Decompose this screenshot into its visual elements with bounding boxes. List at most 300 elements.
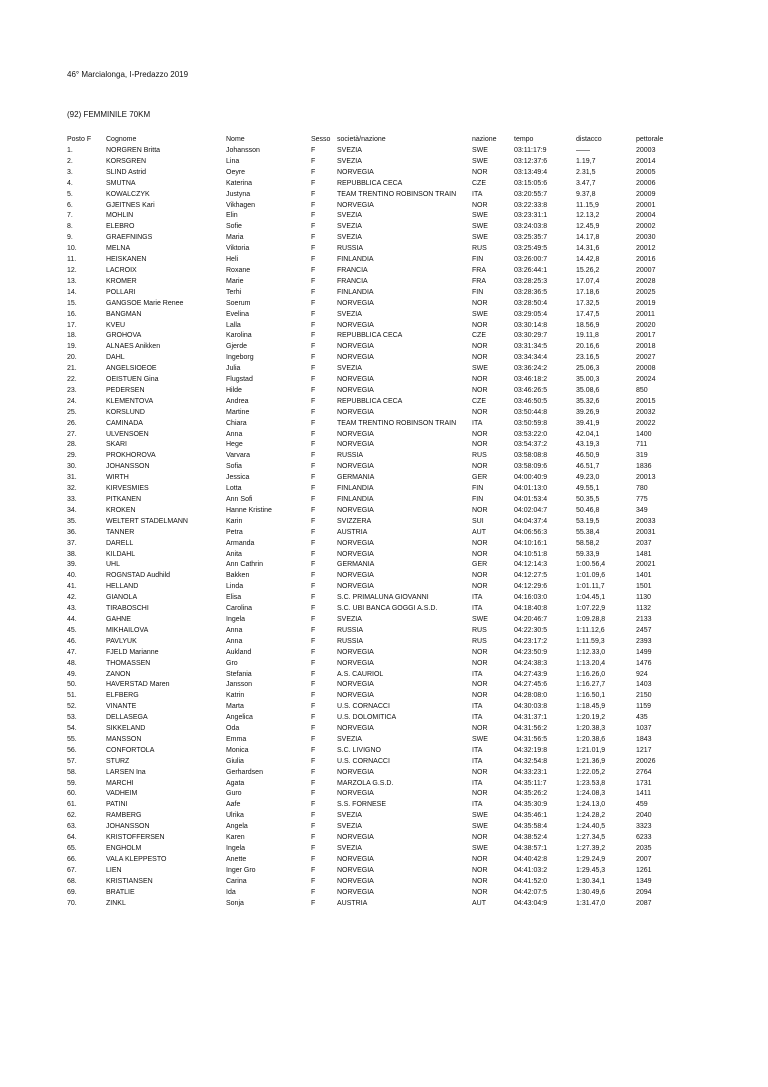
- surname-cell: KORSGREN: [106, 157, 147, 165]
- sex-cell: F: [311, 714, 316, 722]
- sex-cell: F: [311, 266, 316, 274]
- time-cell: 04:30:03:8: [514, 703, 548, 711]
- sex-cell: F: [311, 866, 316, 874]
- nation-cell: FIN: [472, 496, 484, 503]
- bib-cell: 20005: [636, 168, 656, 176]
- table-row: [67, 877, 717, 888]
- nation-cell: ITA: [472, 714, 483, 722]
- gap-cell: 46.51,7: [576, 463, 600, 471]
- position-cell: 51.: [67, 692, 77, 700]
- bib-cell: 1499: [636, 648, 652, 656]
- name-cell: Armanda: [226, 539, 255, 547]
- position-cell: 55.: [67, 735, 77, 743]
- sex-cell: F: [311, 615, 316, 623]
- gap-cell: 49.55,1: [576, 485, 600, 493]
- table-row: [67, 659, 717, 670]
- bib-cell: 20033: [636, 517, 656, 525]
- sex-cell: F: [311, 659, 316, 667]
- surname-cell: CAMINADA: [106, 419, 143, 427]
- time-cell: 04:10:51:8: [514, 550, 548, 558]
- surname-cell: GROHOVA: [106, 332, 142, 340]
- sex-cell: F: [311, 572, 316, 580]
- name-cell: Maria: [226, 234, 244, 242]
- name-cell: Gro: [226, 659, 238, 667]
- bib-cell: 435: [636, 714, 648, 722]
- gap-cell: 1:11.12,6: [576, 626, 605, 634]
- name-cell: Gjerde: [226, 343, 248, 351]
- table-row: [67, 833, 717, 844]
- sex-cell: F: [311, 419, 316, 427]
- bib-cell: 780: [636, 485, 648, 493]
- gap-cell: ——: [576, 147, 590, 154]
- name-cell: Elisa: [226, 594, 242, 602]
- table-row: [67, 593, 717, 604]
- bib-cell: 2150: [636, 692, 652, 700]
- surname-cell: ROGNSTAD Audhild: [106, 572, 171, 580]
- time-cell: 04:12:29:6: [514, 583, 548, 591]
- sex-cell: F: [311, 234, 316, 242]
- club-cell: NORVEGIA: [337, 834, 374, 842]
- sex-cell: F: [311, 256, 316, 264]
- position-cell: 19.: [67, 343, 77, 351]
- gap-cell: 43.19,3: [576, 441, 600, 449]
- nation-cell: ITA: [472, 419, 483, 427]
- time-cell: 04:27:43:9: [514, 670, 548, 678]
- gap-cell: 17.18,6: [576, 288, 600, 296]
- nation-cell: NOR: [472, 354, 488, 362]
- table-row: [67, 735, 717, 746]
- name-cell: Ann Sofi: [226, 496, 253, 503]
- name-cell: Anna: [226, 637, 243, 645]
- nation-cell: RUS: [472, 452, 487, 460]
- nation-cell: NOR: [472, 877, 488, 885]
- table-row: [67, 233, 717, 244]
- club-cell: S.C. LIVIGNO: [337, 746, 381, 754]
- table-row: [67, 397, 717, 408]
- table-row: [67, 855, 717, 866]
- gap-cell: 1:30.34,1: [576, 877, 606, 885]
- time-cell: 03:58:08:8: [514, 452, 548, 460]
- nation-cell: ITA: [472, 703, 483, 711]
- nation-cell: NOR: [472, 539, 488, 547]
- time-cell: 04:35:58:4: [514, 823, 548, 831]
- surname-cell: GANGSOE Marie Renee: [106, 299, 184, 307]
- gap-cell: 39.26,9: [576, 408, 600, 416]
- table-row: [67, 299, 717, 310]
- sex-cell: F: [311, 190, 316, 198]
- time-cell: 04:41:03:2: [514, 866, 548, 874]
- surname-cell: CONFORTOLA: [106, 746, 155, 754]
- nation-cell: NOR: [472, 583, 488, 591]
- surname-cell: LIEN: [106, 866, 122, 874]
- table-row: [67, 310, 717, 321]
- bib-cell: 20003: [636, 147, 656, 154]
- nation-cell: FRA: [472, 266, 486, 274]
- position-cell: 25.: [67, 408, 77, 416]
- nation-cell: CZE: [472, 179, 486, 187]
- position-cell: 48.: [67, 659, 77, 667]
- name-cell: Ingela: [226, 615, 246, 623]
- name-cell: Sofie: [226, 223, 242, 231]
- name-cell: Karen: [226, 834, 245, 842]
- table-row: [67, 811, 717, 822]
- club-cell: NORVEGIA: [337, 888, 374, 896]
- time-cell: 04:06:56:3: [514, 528, 548, 536]
- position-cell: 27.: [67, 430, 77, 438]
- club-cell: RUSSIA: [337, 626, 364, 634]
- gap-cell: 1:00.56,4: [576, 561, 606, 569]
- club-cell: SVEZIA: [337, 735, 362, 743]
- table-row: [67, 146, 717, 157]
- gap-cell: 1:22.05,2: [576, 768, 606, 776]
- sex-cell: F: [311, 877, 316, 885]
- surname-cell: ENGHOLM: [106, 845, 142, 852]
- name-cell: Julia: [226, 365, 241, 373]
- bib-cell: 1481: [636, 550, 652, 558]
- club-cell: SVIZZERA: [337, 517, 372, 525]
- name-cell: Flugstad: [226, 376, 253, 384]
- name-cell: Guro: [226, 790, 242, 798]
- column-header-position: Posto F: [67, 136, 92, 143]
- position-cell: 31.: [67, 474, 77, 482]
- sex-cell: F: [311, 463, 316, 471]
- category-title: (92) FEMMINILE 70KM: [67, 110, 151, 119]
- position-cell: 56.: [67, 746, 77, 754]
- club-cell: TEAM TRENTINO ROBINSON TRAIN: [337, 419, 457, 427]
- nation-cell: SWE: [472, 615, 488, 623]
- surname-cell: KOWALCZYK: [106, 190, 150, 198]
- sex-cell: F: [311, 583, 316, 591]
- name-cell: Petra: [226, 528, 243, 536]
- nation-cell: ITA: [472, 594, 483, 602]
- surname-cell: VADHEIM: [106, 790, 138, 798]
- sex-cell: F: [311, 310, 316, 318]
- surname-cell: SKARI: [106, 441, 128, 449]
- bib-cell: 1843: [636, 735, 652, 743]
- name-cell: Ida: [226, 888, 236, 896]
- sex-cell: F: [311, 179, 316, 187]
- position-cell: 23.: [67, 386, 77, 394]
- gap-cell: 23.16,5: [576, 354, 600, 362]
- name-cell: Sonja: [226, 899, 244, 907]
- gap-cell: 18.56,9: [576, 321, 600, 329]
- position-cell: 15.: [67, 299, 77, 307]
- gap-cell: 3.47,7: [576, 179, 596, 187]
- nation-cell: NOR: [472, 681, 488, 689]
- table-row: [67, 615, 717, 626]
- time-cell: 03:54:37:2: [514, 441, 548, 449]
- table-row: [67, 419, 717, 430]
- position-cell: 12.: [67, 266, 77, 274]
- bib-cell: 20011: [636, 310, 655, 318]
- column-header-club: società/nazione: [337, 136, 386, 143]
- sex-cell: F: [311, 321, 316, 329]
- gap-cell: 1:01.09,6: [576, 572, 606, 580]
- name-cell: Gerhardsen: [226, 768, 263, 776]
- position-cell: 28.: [67, 441, 77, 449]
- bib-cell: 1159: [636, 703, 652, 711]
- bib-cell: 1261: [636, 866, 652, 874]
- time-cell: 04:33:23:1: [514, 768, 548, 776]
- name-cell: Jessica: [226, 474, 250, 482]
- club-cell: FINLANDIA: [337, 256, 374, 264]
- nation-cell: NOR: [472, 201, 488, 209]
- bib-cell: 20018: [636, 343, 656, 351]
- club-cell: NORVEGIA: [337, 343, 374, 351]
- table-row: [67, 190, 717, 201]
- gap-cell: 1:31.47,0: [576, 899, 606, 907]
- sex-cell: F: [311, 845, 316, 852]
- position-cell: 20.: [67, 354, 77, 362]
- club-cell: NORVEGIA: [337, 430, 374, 438]
- surname-cell: MOHLIN: [106, 212, 134, 220]
- document-title: 46° Marcialonga, I-Predazzo 2019: [67, 70, 189, 79]
- position-cell: 39.: [67, 561, 77, 569]
- bib-cell: 20004: [636, 212, 656, 220]
- nation-cell: SWE: [472, 234, 488, 242]
- position-cell: 9.: [67, 234, 73, 242]
- nation-cell: NOR: [472, 550, 488, 558]
- surname-cell: KILDAHL: [106, 550, 136, 558]
- name-cell: Aafe: [226, 801, 241, 809]
- name-cell: Angelica: [226, 714, 253, 722]
- position-cell: 45.: [67, 626, 77, 634]
- name-cell: Anita: [226, 550, 242, 558]
- name-cell: Giulia: [226, 757, 244, 765]
- club-cell: NORVEGIA: [337, 648, 374, 656]
- sex-cell: F: [311, 648, 316, 656]
- surname-cell: JOHANSSON: [106, 823, 150, 831]
- surname-cell: STURZ: [106, 757, 130, 765]
- table-row: [67, 484, 717, 495]
- name-cell: Andrea: [226, 397, 249, 405]
- sex-cell: F: [311, 288, 316, 296]
- name-cell: Linda: [226, 583, 244, 591]
- nation-cell: ITA: [472, 779, 483, 787]
- position-cell: 29.: [67, 452, 77, 460]
- surname-cell: MELNA: [106, 245, 131, 253]
- sex-cell: F: [311, 899, 316, 907]
- time-cell: 04:35:46:1: [514, 812, 548, 820]
- sex-cell: F: [311, 376, 316, 384]
- name-cell: Hege: [226, 441, 243, 449]
- club-cell: NORVEGIA: [337, 572, 374, 580]
- club-cell: A.S. CAURIOL: [337, 670, 384, 678]
- position-cell: 50.: [67, 681, 77, 689]
- surname-cell: POLLARI: [106, 288, 136, 296]
- nation-cell: SWE: [472, 823, 488, 831]
- gap-cell: 1:21.36,9: [576, 757, 606, 765]
- name-cell: Inger Gro: [226, 866, 256, 874]
- table-row: [67, 844, 717, 855]
- club-cell: SVEZIA: [337, 147, 362, 154]
- surname-cell: NORGREN Britta: [106, 147, 161, 154]
- table-row: [67, 691, 717, 702]
- surname-cell: HAVERSTAD Maren: [106, 681, 170, 689]
- bib-cell: 20027: [636, 354, 656, 362]
- gap-cell: 14.31,6: [576, 245, 600, 253]
- table-row: [67, 495, 717, 506]
- table-row: [67, 321, 717, 332]
- surname-cell: SLIND Astrid: [106, 168, 147, 176]
- time-cell: 04:35:26:2: [514, 790, 548, 798]
- club-cell: NORVEGIA: [337, 386, 374, 394]
- position-cell: 62.: [67, 812, 77, 820]
- sex-cell: F: [311, 823, 316, 831]
- time-cell: 04:31:56:2: [514, 725, 548, 733]
- club-cell: NORVEGIA: [337, 299, 374, 307]
- time-cell: 03:12:37:6: [514, 157, 548, 165]
- gap-cell: 1:16.27,7: [576, 681, 606, 689]
- gap-cell: 1:13.20,4: [576, 659, 606, 667]
- gap-cell: 20.16,6: [576, 343, 600, 351]
- nation-cell: AUT: [472, 528, 486, 536]
- gap-cell: 1:11.59,3: [576, 637, 605, 645]
- name-cell: Ingeborg: [226, 354, 254, 362]
- surname-cell: KIRVESMIES: [106, 485, 149, 493]
- table-row: [67, 866, 717, 877]
- gap-cell: 50.46,8: [576, 506, 600, 514]
- sex-cell: F: [311, 157, 316, 165]
- position-cell: 34.: [67, 506, 77, 514]
- position-cell: 44.: [67, 615, 77, 623]
- time-cell: 04:01:13:0: [514, 485, 548, 493]
- table-row: [67, 528, 717, 539]
- time-cell: 04:32:19:8: [514, 746, 548, 754]
- column-header-bib: pettorale: [636, 136, 664, 143]
- table-row: [67, 779, 717, 790]
- time-cell: 04:16:03:0: [514, 594, 548, 602]
- surname-cell: PAVLYUK: [106, 637, 137, 645]
- surname-cell: PROKHOROVA: [106, 452, 156, 460]
- sex-cell: F: [311, 223, 316, 231]
- sex-cell: F: [311, 725, 316, 733]
- bib-cell: 20009: [636, 190, 656, 198]
- sex-cell: F: [311, 506, 316, 514]
- surname-cell: TANNER: [106, 528, 135, 536]
- bib-cell: 3323: [636, 823, 652, 831]
- name-cell: Ingela: [226, 845, 246, 852]
- time-cell: 04:22:30:5: [514, 626, 548, 634]
- nation-cell: FRA: [472, 277, 486, 285]
- name-cell: Hanne Kristine: [226, 506, 272, 514]
- bib-cell: 1132: [636, 605, 652, 613]
- bib-cell: 2037: [636, 539, 652, 547]
- surname-cell: ELEBRO: [106, 223, 135, 231]
- club-cell: RUSSIA: [337, 452, 364, 460]
- position-cell: 24.: [67, 397, 77, 405]
- gap-cell: 1.19,7: [576, 157, 596, 165]
- club-cell: NORVEGIA: [337, 768, 374, 776]
- nation-cell: NOR: [472, 768, 488, 776]
- sex-cell: F: [311, 365, 316, 373]
- time-cell: 04:12:27:5: [514, 572, 548, 580]
- position-cell: 54.: [67, 725, 77, 733]
- sex-cell: F: [311, 343, 316, 351]
- sex-cell: F: [311, 496, 316, 503]
- table-row: [67, 550, 717, 561]
- sex-cell: F: [311, 332, 316, 340]
- club-cell: AUSTRIA: [337, 528, 368, 536]
- time-cell: 03:25:49:5: [514, 245, 548, 253]
- position-cell: 42.: [67, 594, 77, 602]
- gap-cell: 17.32,5: [576, 299, 600, 307]
- name-cell: Roxane: [226, 266, 251, 274]
- gap-cell: 1:20.38,3: [576, 725, 606, 733]
- club-cell: REPUBBLICA CECA: [337, 332, 403, 340]
- time-cell: 04:02:04:7: [514, 506, 548, 514]
- time-cell: 03:26:00:7: [514, 256, 548, 264]
- gap-cell: 1:12.33,0: [576, 648, 606, 656]
- bib-cell: 20028: [636, 277, 656, 285]
- table-row: [67, 680, 717, 691]
- nation-cell: SWE: [472, 845, 488, 852]
- club-cell: NORVEGIA: [337, 201, 374, 209]
- name-cell: Soerum: [226, 299, 251, 307]
- nation-cell: NOR: [472, 855, 488, 863]
- gap-cell: 58.58,2: [576, 539, 600, 547]
- club-cell: SVEZIA: [337, 212, 362, 220]
- bib-cell: 2393: [636, 637, 652, 645]
- nation-cell: NOR: [472, 430, 488, 438]
- gap-cell: 25.06,3: [576, 365, 600, 373]
- table-row: [67, 670, 717, 681]
- nation-cell: NOR: [472, 790, 488, 798]
- table-row: [67, 517, 717, 528]
- time-cell: 03:29:05:4: [514, 310, 548, 318]
- surname-cell: FJELD Marianne: [106, 648, 159, 656]
- bib-cell: 1400: [636, 430, 652, 438]
- bib-cell: 775: [636, 496, 648, 503]
- time-cell: 04:00:40:9: [514, 474, 548, 482]
- table-row: [67, 800, 717, 811]
- name-cell: Jansson: [226, 681, 253, 689]
- table-row: [67, 266, 717, 277]
- table-row: [67, 440, 717, 451]
- time-cell: 03:34:34:4: [514, 354, 548, 362]
- time-cell: 04:23:50:9: [514, 648, 548, 656]
- sex-cell: F: [311, 147, 316, 154]
- sex-cell: F: [311, 626, 316, 634]
- gap-cell: 1:20.38,6: [576, 735, 606, 743]
- gap-cell: 1:07.22,9: [576, 605, 606, 613]
- name-cell: Emma: [226, 735, 247, 743]
- club-cell: FINLANDIA: [337, 496, 374, 503]
- time-cell: 03:50:59:8: [514, 419, 548, 427]
- time-cell: 04:20:46:7: [514, 615, 548, 623]
- sex-cell: F: [311, 212, 316, 220]
- bib-cell: 20024: [636, 376, 656, 384]
- sex-cell: F: [311, 801, 316, 809]
- sex-cell: F: [311, 692, 316, 700]
- club-cell: FRANCIA: [337, 277, 368, 285]
- nation-cell: CZE: [472, 397, 486, 405]
- table-row: [67, 342, 717, 353]
- position-cell: 60.: [67, 790, 77, 798]
- column-header-surname: Cognome: [106, 136, 137, 143]
- table-row: [67, 724, 717, 735]
- bib-cell: 20001: [636, 201, 656, 209]
- club-cell: U.S. CORNACCI: [337, 703, 390, 711]
- bib-cell: 20031: [636, 528, 656, 536]
- nation-cell: ITA: [472, 757, 483, 765]
- time-cell: 03:20:55:7: [514, 190, 548, 198]
- club-cell: AUSTRIA: [337, 899, 368, 907]
- surname-cell: OEISTUEN Gina: [106, 376, 159, 384]
- bib-cell: 2040: [636, 812, 652, 820]
- bib-cell: 1217: [636, 746, 652, 754]
- name-cell: Marie: [226, 277, 244, 285]
